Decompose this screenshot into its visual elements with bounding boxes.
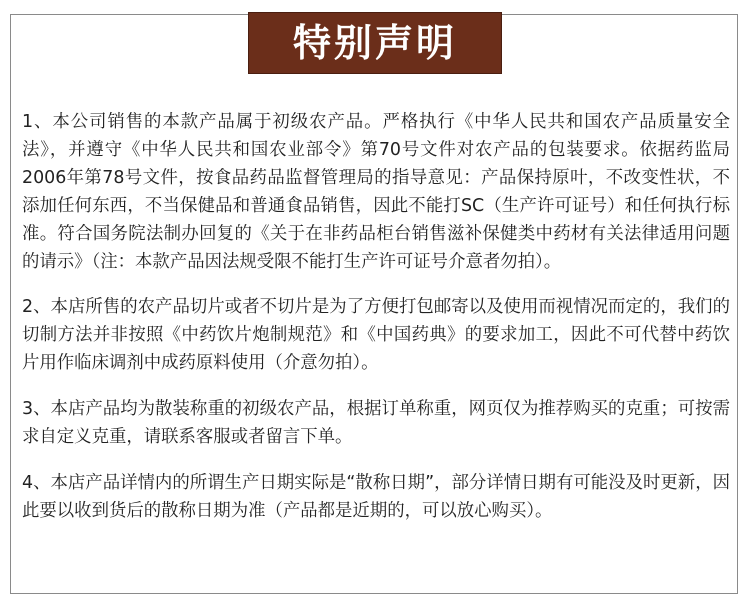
notice-paragraph-1: 1、本公司销售的本款产品属于初级农产品。严格执行《中华人民共和国农产品质量安全法》，并遵守《中华人民共和国农业部令》第70号文件对农产品的包装要求。依据药监局2006年第78号文件，按食品药品监督管理局的指导意见：产品保持原叶，不改变性状，不添加任何东西，不当保健品和普通食品销售，因此不能打SC（生产许可证号）和任何执行标准。符合国务院法制办回复的《关于在非药品柜台销售滋补保健类中药材有关法律适用问题的请示》（注：本款产品因法规受限不能打生产许可证号介意者勿拍）。	[22, 112, 730, 272]
notice-paragraph-2: 2、本店所售的农产品切片或者不切片是为了方便打包邮寄以及使用而视情况而定的，我们的切制方法并非按照《中药饮片炮制规范》和《中国药典》的要求加工，因此不可代替中药饮片用作临床调剂中成药原料使用（介意勿拍）。	[22, 297, 730, 373]
notice-paragraph-4: 4、本店产品详情内的所谓生产日期实际是“散称日期”，部分详情日期有可能没及时更新，因此要以收到货后的散称日期为准（产品都是近期的，可以放心购买）。	[22, 473, 730, 521]
notice-body	[22, 108, 730, 543]
title-banner	[248, 12, 502, 74]
page-title: 特别声明	[292, 21, 457, 65]
notice-paragraph-3: 3、本店产品均为散装称重的初级农产品，根据订单称重，网页仅为推荐购买的克重；可按需求自定义克重，请联系客服或者留言下单。	[22, 399, 730, 447]
